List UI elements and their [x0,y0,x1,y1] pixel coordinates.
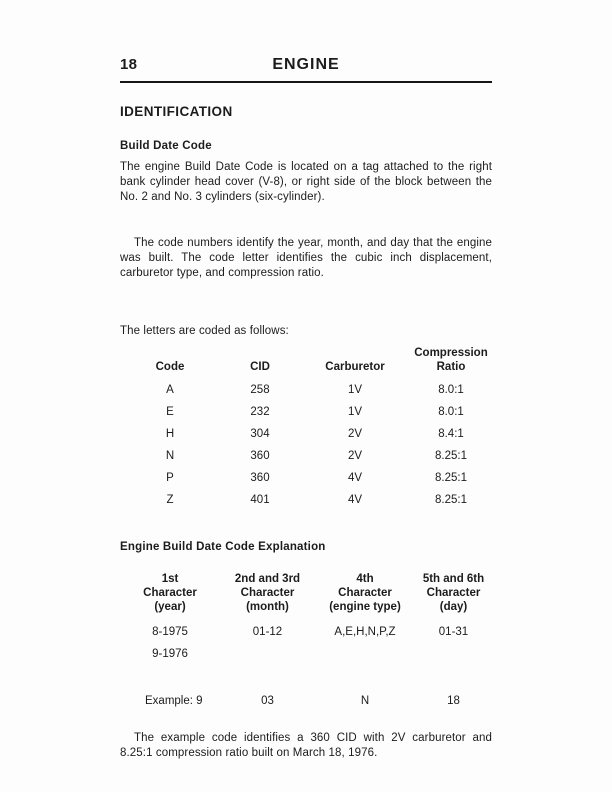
table-cell: 4V [347,472,363,484]
col-header-compression-line2: Ratio [436,361,466,373]
page-number: 18 [120,56,138,73]
table-cell: 8.25:1 [435,494,467,506]
table-cell: A,E,H,N,P,Z [334,626,396,638]
table-cell: 8.0:1 [438,384,464,396]
paragraph-example-summary: The example code identifies a 360 CID with 2V carburetor and 8.25:1 compression ratio built on March 18, 1976. [120,732,492,759]
header-line: 1st [161,573,179,585]
explanation-table-header [120,572,492,614]
table-cell: 2V [347,450,363,462]
example-row [120,690,492,712]
table-cell: 8.25:1 [435,450,467,462]
header-rule [120,81,492,83]
example-engine-type: N [360,695,370,707]
table-cell: 360 [250,472,270,484]
page-content [120,56,492,761]
paragraph-code-meaning: The code numbers identify the year, month, and day that the engine was built. The code letter identifies the cubic inch displacement, carburetor type, and compression ratio. [120,237,492,279]
header-line: (day) [439,601,468,613]
col-header-cid: CID [250,361,270,373]
explanation-table [120,572,492,712]
letter-code-table-header [120,346,492,374]
table-cell: P [166,472,174,484]
explanation-title: Engine Build Date Code Explanation [120,541,326,553]
col-header-4th-character [315,572,415,614]
table-cell: 401 [250,494,270,506]
header-line: Character [338,587,392,599]
table-cell: 9-1976 [152,648,188,660]
table-cell: 304 [250,428,270,440]
col-header-compression-ratio [410,346,492,374]
table-cell: 8.0:1 [438,406,464,418]
header-line: 2nd and 3rd [234,573,301,585]
col-header-compression-line1: Compression [414,347,488,359]
header-line: 4th [356,573,374,585]
header-line: Character [240,587,295,599]
table-cell: 1V [347,384,363,396]
table-cell: N [165,450,175,462]
example-label: Example: 9 [145,695,203,707]
table-cell: 8.4:1 [438,428,464,440]
table-cell: 8.25:1 [435,472,467,484]
header-line: (engine type) [329,601,401,613]
explanation-table-body [120,621,492,665]
header-line: Character [426,587,481,599]
table-cell: E [166,406,174,418]
table-cell: 360 [250,450,270,462]
paragraph-code-location: The engine Build Date Code is located on a tag attached to the right bank cylinder head cover (V-8), or right side of the block between the No. 2 and No. 3 cylinders (six-cylinder). [120,161,492,203]
table-cell [415,643,492,665]
letters-coded-intro: The letters are coded as follows: [120,325,289,337]
col-header-code: Code [155,361,185,373]
table-cell: 01-12 [252,626,283,638]
subsection-title-build-date-code: Build Date Code [120,140,212,152]
col-header-5th-6th-character [415,572,492,614]
header-line: (year) [154,601,186,613]
letter-code-table-body [120,379,492,511]
table-cell: 232 [250,406,270,418]
example-day: 18 [447,695,460,707]
section-title: IDENTIFICATION [120,104,233,119]
example-month: 03 [261,695,274,707]
col-header-carburetor: Carburetor [325,361,385,373]
table-cell [315,643,415,665]
table-cell: 1V [347,406,363,418]
table-cell: 8-1975 [152,626,188,638]
header-line: 5th and 6th [422,573,485,585]
page-title: ENGINE [272,56,340,73]
col-header-1st-character [120,572,220,614]
table-cell: Z [166,494,174,506]
header-line: Character [143,587,197,599]
table-cell: 2V [347,428,363,440]
table-cell: 01-31 [438,626,469,638]
table-cell: 4V [347,494,363,506]
page-header [120,56,492,74]
table-cell: 258 [250,384,270,396]
table-cell: A [166,384,174,396]
header-line: (month) [246,601,289,613]
letter-code-table [120,346,492,511]
col-header-2nd-3rd-character [220,572,315,614]
table-cell: H [165,428,175,440]
table-cell [220,643,315,665]
